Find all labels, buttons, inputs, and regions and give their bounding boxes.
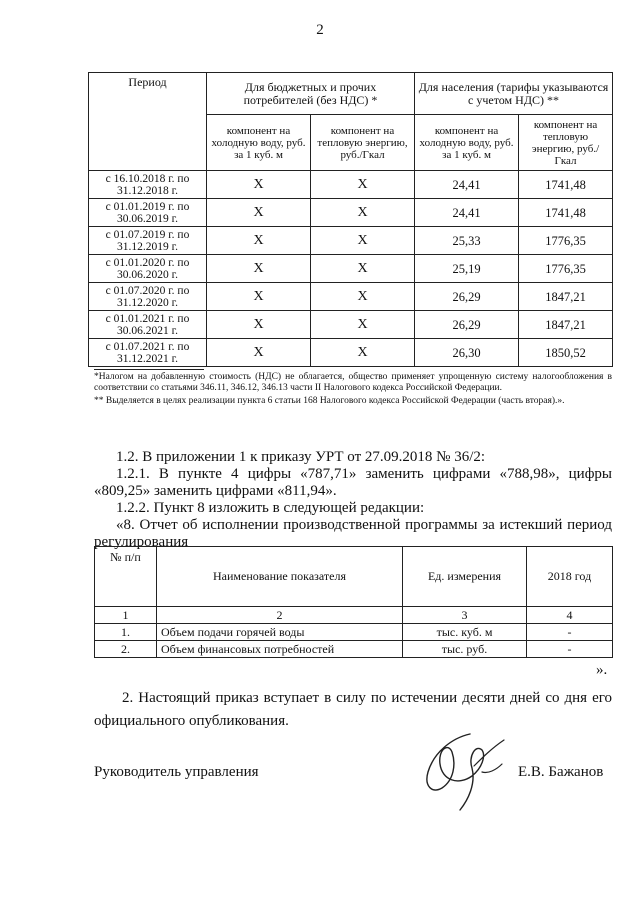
signatory-position: Руководитель управления: [94, 764, 259, 780]
cold-budget-cell: Х: [207, 311, 311, 339]
table-row: [89, 171, 613, 199]
unit-cell: тыс. куб. м: [403, 624, 527, 641]
heat-population-cell: 1741,48: [519, 171, 613, 199]
unit-cell: тыс. руб.: [403, 641, 527, 658]
order-effective-paragraph: 2. Настоящий приказ вступает в силу по истечении десяти дней со дня его официального опубликования.: [94, 690, 612, 729]
table-row: [89, 227, 613, 255]
value-cell: -: [527, 641, 613, 658]
heat-budget-cell: Х: [311, 255, 415, 283]
period-cell: с 01.07.2020 г. по 31.12.2020 г.: [89, 283, 207, 311]
column-index: 2: [157, 607, 403, 624]
period-cell: с 01.01.2020 г. по 30.06.2020 г.: [89, 255, 207, 283]
cold-budget-cell: Х: [207, 255, 311, 283]
cold-population-cell: 26,29: [415, 311, 519, 339]
cold-population-cell: 24,41: [415, 199, 519, 227]
cold-population-cell: 24,41: [415, 171, 519, 199]
period-cell: с 01.01.2019 г. по 30.06.2019 г.: [89, 199, 207, 227]
column-index: 3: [403, 607, 527, 624]
table-row: [89, 283, 613, 311]
cold-population-cell: 26,30: [415, 339, 519, 367]
period-cell: с 16.10.2018 г. по 31.12.2018 г.: [89, 171, 207, 199]
column-index-row: [95, 607, 613, 624]
row-number: 1.: [95, 624, 157, 641]
paragraph-item-8: «8. Отчет об исполнении производственной программы за истекший период регулирования: [94, 517, 612, 550]
footnote-vat-exempt: *Налогом на добавленную стоимость (НДС) не облагается, общество применяет упрощенную систему налогообложения в соответствии со статьями 346.11, 346.12, 346.13 части II Налогового кодекса Российской Федерации.: [94, 372, 612, 393]
heat-population-cell: 1741,48: [519, 199, 613, 227]
heat-budget-cell: Х: [311, 171, 415, 199]
cold-budget-cell: Х: [207, 339, 311, 367]
paragraph-1-2-2: 1.2.2. Пункт 8 изложить в следующей редакции:: [116, 500, 425, 516]
row-number: 2.: [95, 641, 157, 658]
paragraph-1-2: 1.2. В приложении 1 к приказу УРТ от 27.09.2018 № 36/2:: [116, 449, 486, 465]
header-period: Период: [89, 73, 207, 171]
heat-population-cell: 1850,52: [519, 339, 613, 367]
cold-population-cell: 26,29: [415, 283, 519, 311]
period-cell: с 01.01.2021 г. по 30.06.2021 г.: [89, 311, 207, 339]
paragraph-1-2-1: 1.2.1. В пункте 4 цифры «787,71» заменить цифрами «788,98», цифры «809,25» заменить цифрами «811,94».: [94, 466, 612, 499]
handwritten-signature: [412, 728, 518, 814]
page-number: 2: [316, 22, 324, 38]
heat-population-cell: 1776,35: [519, 255, 613, 283]
value-cell: -: [527, 624, 613, 641]
heat-budget-cell: Х: [311, 311, 415, 339]
heat-population-cell: 1776,35: [519, 227, 613, 255]
header-indicator-name: Наименование показателя: [157, 547, 403, 607]
tariff-table: [88, 72, 613, 367]
heat-budget-cell: Х: [311, 199, 415, 227]
heat-budget-cell: Х: [311, 339, 415, 367]
table-row: [89, 255, 613, 283]
table-row: [89, 339, 613, 367]
heat-population-cell: 1847,21: [519, 311, 613, 339]
period-cell: с 01.07.2021 г. по 31.12.2021 г.: [89, 339, 207, 367]
indicator-name: Объем финансовых потребностей: [157, 641, 403, 658]
cold-budget-cell: Х: [207, 171, 311, 199]
subheader-cold-population: компонент на холодную воду, руб. за 1 куб. м: [415, 115, 519, 171]
footnote-vat-allocation: ** Выделяется в целях реализации пункта 6 статьи 168 Налогового кодекса Российской Федерации (часть вторая).».: [94, 396, 565, 406]
footnote-divider: [94, 369, 204, 370]
subheader-cold-budget: компонент на холодную воду, руб. за 1 куб. м: [207, 115, 311, 171]
cold-budget-cell: Х: [207, 227, 311, 255]
cold-budget-cell: Х: [207, 283, 311, 311]
signatory-name: Е.В. Бажанов: [518, 764, 604, 780]
table-row: [89, 199, 613, 227]
table-row: [95, 641, 613, 658]
program-report-table: [94, 546, 613, 658]
subheader-heat-population: компонент на тепловую энергию, руб./Гкал: [519, 115, 613, 171]
header-year: 2018 год: [527, 547, 613, 607]
header-budget: Для бюджетных и прочих потребителей (без НДС) *: [207, 73, 415, 115]
period-cell: с 01.07.2019 г. по 31.12.2019 г.: [89, 227, 207, 255]
header-unit: Ед. измерения: [403, 547, 527, 607]
header-number: № п/п: [95, 547, 157, 607]
cold-budget-cell: Х: [207, 199, 311, 227]
cold-population-cell: 25,33: [415, 227, 519, 255]
heat-budget-cell: Х: [311, 227, 415, 255]
heat-population-cell: 1847,21: [519, 283, 613, 311]
column-index: 4: [527, 607, 613, 624]
table-row: [95, 624, 613, 641]
cold-population-cell: 25,19: [415, 255, 519, 283]
table-row: [89, 311, 613, 339]
footnotes: [94, 372, 612, 409]
heat-budget-cell: Х: [311, 283, 415, 311]
column-index: 1: [95, 607, 157, 624]
closing-quote: ».: [596, 662, 608, 678]
indicator-name: Объем подачи горячей воды: [157, 624, 403, 641]
header-population: Для населения (тарифы указываются с учетом НДС) **: [415, 73, 613, 115]
subheader-heat-budget: компонент на тепловую энергию, руб./Гкал: [311, 115, 415, 171]
